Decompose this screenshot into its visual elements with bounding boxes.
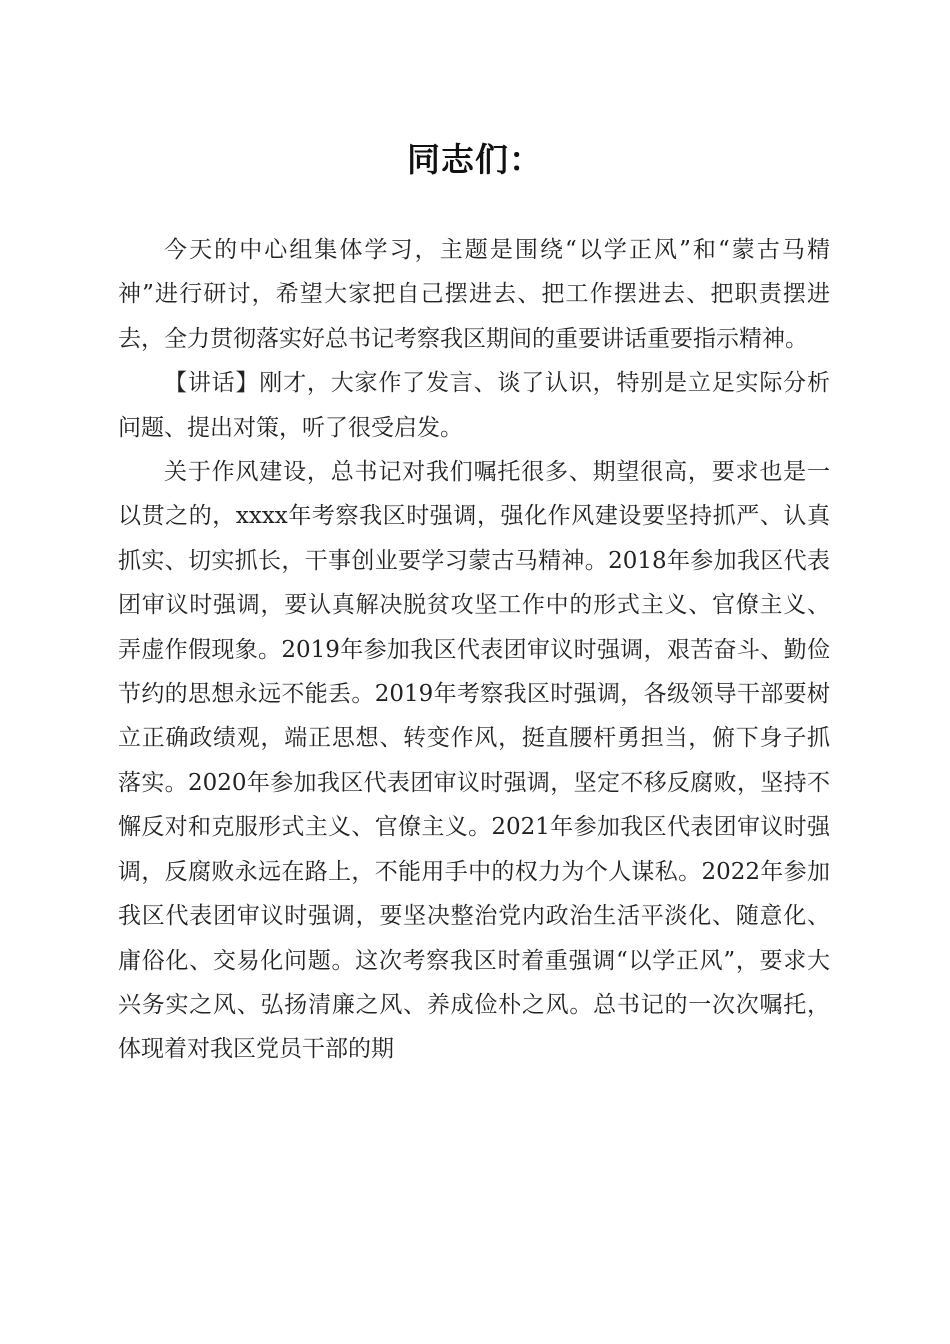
paragraph-speech: 【讲话】刚才，大家作了发言、谈了认识，特别是立足实际分析问题、提出对策，听了很受启发。	[118, 370, 830, 441]
document-body	[118, 228, 830, 1072]
page-title: 同志们：	[407, 140, 543, 179]
paragraph-intro: 今天的中心组集体学习，主题是围绕“以学正风”和“蒙古马精神”进行研讨，希望大家把自己摆进去、把工作摆进去、把职责摆进去，全力贯彻落实好总书记考察我区期间的重要讲话重要指示精神。	[118, 237, 830, 352]
paragraph-style-building: 关于作风建设，总书记对我们嘱托很多、期望很高，要求也是一以贯之的，xxxx年考察我区时强调，强化作风建设要坚持抓严、认真抓实、切实抓长，干事创业要学习蒙古马精神。2018年参加我区代表团审议时强调，要认真解决脱贫攻坚工作中的形式主义、官僚主义、弄虚作假现象。2019年参加我区代表团审议时强调，艰苦奋斗、勤俭节约的思想永远不能丢。2019年考察我区时强调，各级领导干部要树立正确政绩观，端正思想、转变作风，挺直腰杆勇担当，俯下身子抓落实。2020年参加我区代表团审议时强调，坚定不移反腐败，坚持不懈反对和克服形式主义、官僚主义。2021年参加我区代表团审议时强调，反腐败永远在路上，不能用手中的权力为个人谋私。2022年参加我区代表团审议时强调，要坚决整治党内政治生活平淡化、随意化、庸俗化、交易化问题。这次考察我区时着重强调“以学正风”，要求大兴务实之风、弘扬清廉之风、养成俭朴之风。总书记的一次次嘱托，体现着对我区党员干部的期	[118, 459, 830, 1063]
